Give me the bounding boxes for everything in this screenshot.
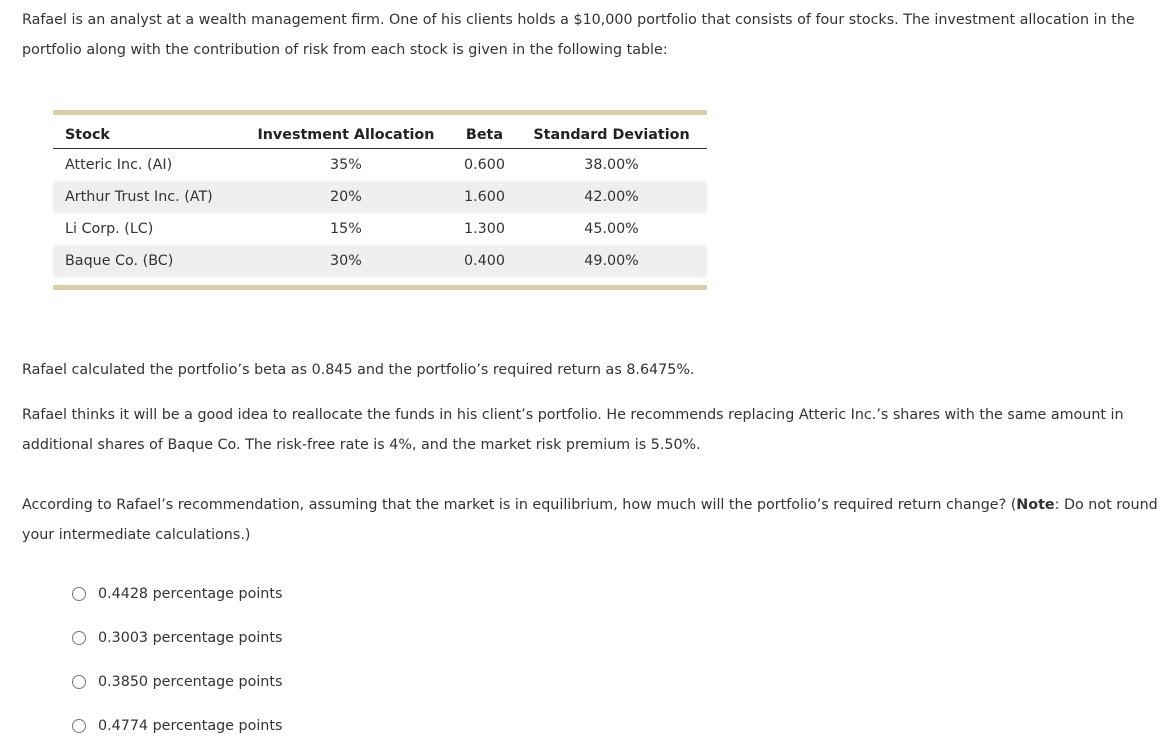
header-beta: Beta xyxy=(453,123,516,149)
question-text: According to Rafael’s recommendation, assuming that the market is in equilibrium, how much will the portfolio’s required return change? ( xyxy=(22,497,1017,513)
note-label: Note xyxy=(1016,497,1055,513)
table-row xyxy=(53,149,707,182)
option-label: 0.4774 percentage points xyxy=(98,718,283,734)
beta: 0.600 xyxy=(463,157,505,173)
option-label: 0.4428 percentage points xyxy=(98,586,283,602)
radio-button-icon[interactable] xyxy=(72,719,86,733)
beta: 0.400 xyxy=(453,245,516,277)
answer-option-1[interactable] xyxy=(72,572,282,616)
table-header-row xyxy=(53,123,707,149)
table-row xyxy=(53,245,707,277)
header-stock: Stock xyxy=(53,123,239,149)
option-label: 0.3850 percentage points xyxy=(98,674,283,690)
answer-options xyxy=(72,572,282,748)
std-dev: 45.00% xyxy=(584,221,639,237)
std-dev: 38.00% xyxy=(584,157,639,173)
answer-option-3[interactable] xyxy=(72,660,282,704)
intro-paragraph: Rafael is an analyst at a wealth management firm. One of his clients holds a $10,000 portfolio that consists of four stocks. The investment allocation in the portfolio along with the contribution of risk from each stock is given in the following table: xyxy=(22,12,1135,58)
allocation: 30% xyxy=(239,245,453,277)
stock-name: Baque Co. (BC) xyxy=(53,245,239,277)
allocation: 35% xyxy=(330,157,362,173)
reallocation-paragraph: Rafael thinks it will be a good idea to reallocate the funds in his client’s portfolio. He recommends replacing Atteric Inc.’s shares with the same amount in additional shares of Baque Co. The risk-free rate is 4%, and the market risk premium is 5.50%. xyxy=(22,407,1124,453)
radio-button-icon[interactable] xyxy=(72,631,86,645)
std-dev: 49.00% xyxy=(516,245,707,277)
stock-name: Li Corp. (LC) xyxy=(65,221,154,237)
option-label: 0.3003 percentage points xyxy=(98,630,283,646)
allocation: 20% xyxy=(239,181,453,213)
std-dev: 42.00% xyxy=(516,181,707,213)
portfolio-table xyxy=(53,110,707,290)
header-std-dev: Standard Deviation xyxy=(516,123,707,149)
question-paragraph xyxy=(22,490,1172,550)
answer-option-4[interactable] xyxy=(72,704,282,748)
calculation-paragraph: Rafael calculated the portfolio’s beta as 0.845 and the portfolio’s required return as 8.6475%. xyxy=(22,362,695,378)
radio-button-icon[interactable] xyxy=(72,587,86,601)
stock-name: Atteric Inc. (AI) xyxy=(65,157,173,173)
question-note-text: : Do not round your intermediate calculations.) xyxy=(22,497,1158,543)
beta: 1.600 xyxy=(453,181,516,213)
table-row xyxy=(53,181,707,213)
header-allocation: Investment Allocation xyxy=(239,123,453,149)
stock-name: Arthur Trust Inc. (AT) xyxy=(53,181,239,213)
allocation: 15% xyxy=(330,221,362,237)
radio-button-icon[interactable] xyxy=(72,675,86,689)
beta: 1.300 xyxy=(463,221,505,237)
table-row xyxy=(53,213,707,245)
answer-option-2[interactable] xyxy=(72,616,282,660)
